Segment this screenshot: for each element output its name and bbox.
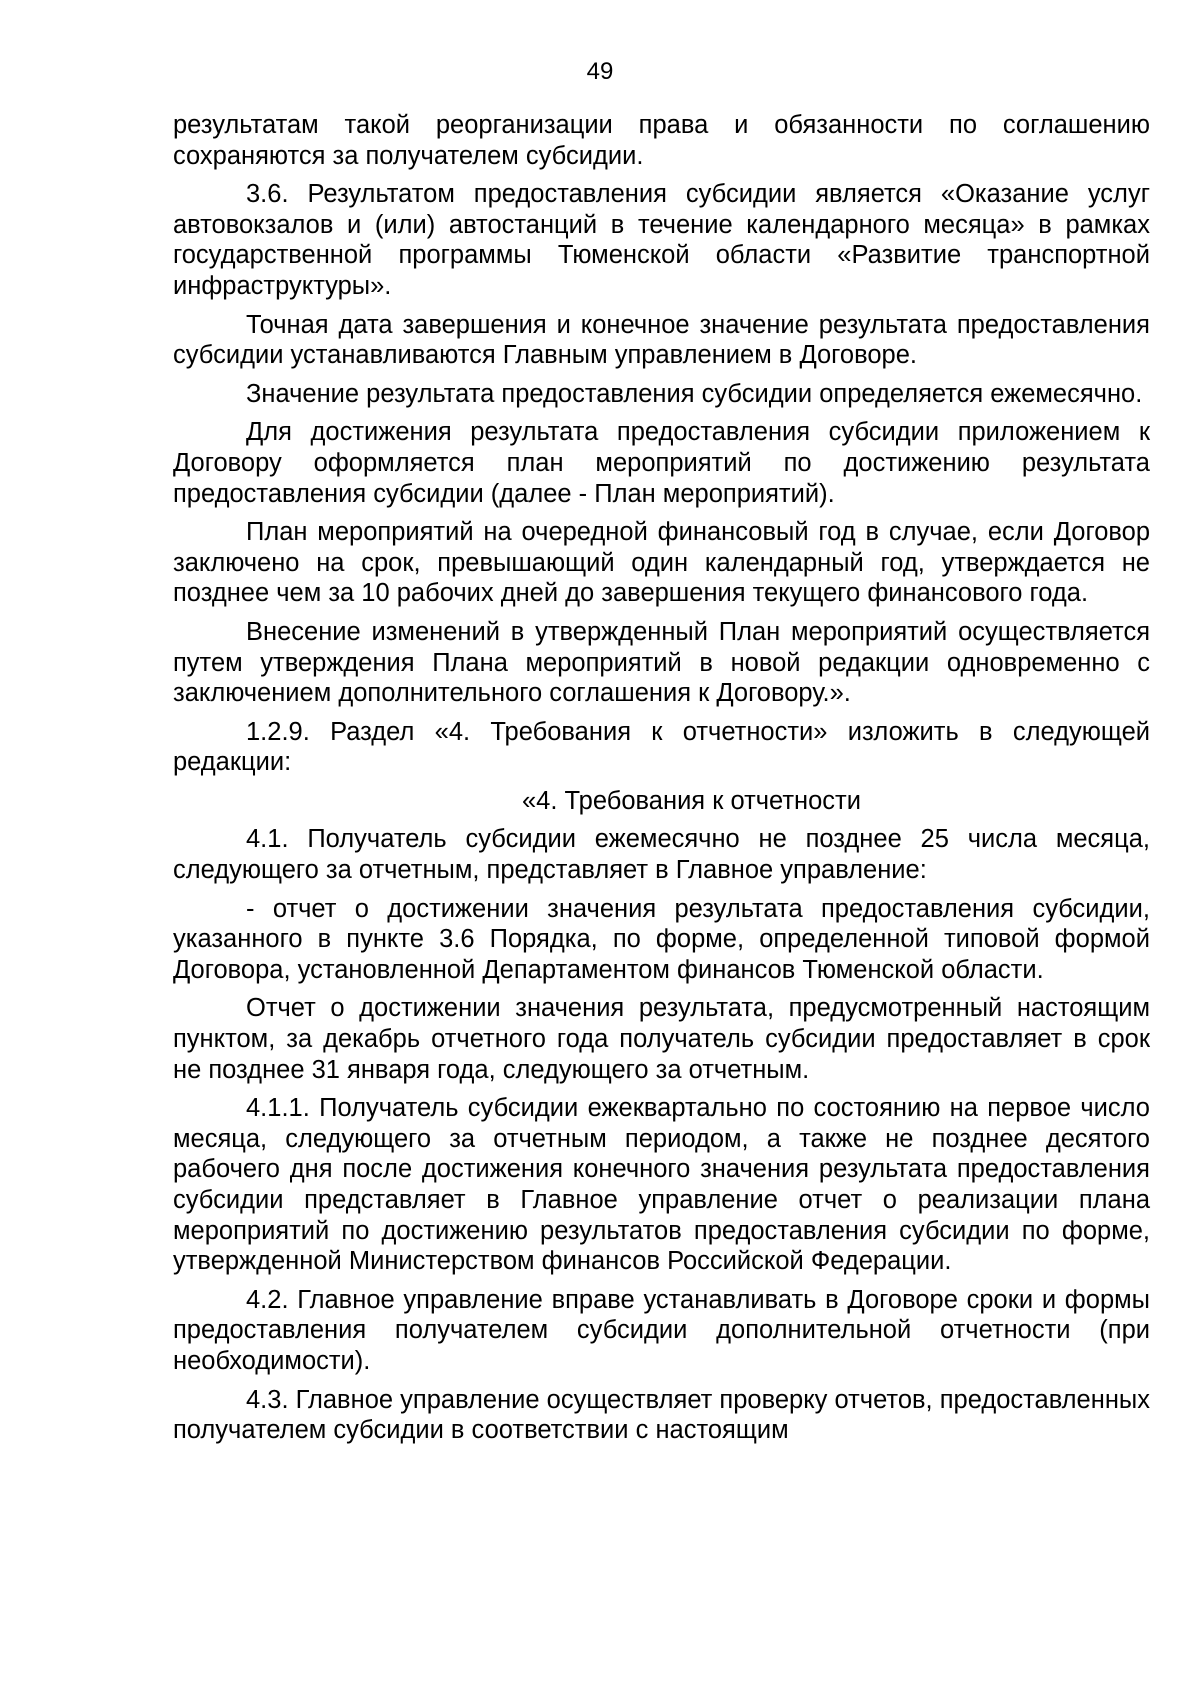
document-body: [173, 110, 1150, 1454]
paragraph-exact-date: Точная дата завершения и конечное значение результата предоставления субсидии устанавливаются Главным управлением в Договоре.: [173, 310, 1150, 370]
paragraph-4-1: 4.1. Получатель субсидии ежемесячно не позднее 25 числа месяца, следующего за отчетным, представляет в Главное управление:: [173, 825, 1150, 885]
section-heading-reporting: «4. Требования к отчетности: [522, 786, 861, 815]
paragraph-4-1-1: 4.1.1. Получатель субсидии ежеквартально по состоянию на первое число месяца, следующего за отчетным периодом, а также не позднее десятого рабочего дня после достижения конечного значения результата предоставления субсидии представляет в Главное управление отчет о реализации плана мероприятий по достижению результатов предоставления субсидии по форме, утвержденной Министерством финансов Российской Федерации.: [173, 1094, 1150, 1276]
paragraph-plan-changes: Внесение изменений в утвержденный План мероприятий осуществляется путем утверждения Плана мероприятий в новой редакции одновременно с заключением дополнительного соглашения к Договору.».: [173, 617, 1150, 708]
paragraph-3-6-result: 3.6. Результатом предоставления субсидии является «Оказание услуг автовокзалов и (или) автостанций в течение календарного месяца» в рамках государственной программы Тюменской области «Развитие транспортной инфраструктуры».: [173, 180, 1150, 300]
paragraph-result-value: Значение результата предоставления субсидии определяется ежемесячно.: [246, 379, 1143, 408]
paragraph-plan-next-year: План мероприятий на очередной финансовый год в случае, если Договор заключено на срок, превышающий один календарный год, утверждается не позднее чем за 10 рабочих дней до завершения текущего финансового года.: [173, 518, 1150, 608]
paragraph-4-3: 4.3. Главное управление осуществляет проверку отчетов, предоставленных получателем субсидии в соответствии с настоящим: [173, 1385, 1150, 1445]
paragraph-reorganization-continuation: результатам такой реорганизации права и обязанности по соглашению сохраняются за получателем субсидии.: [173, 111, 1150, 170]
paragraph-1-2-9: 1.2.9. Раздел «4. Требования к отчетности» изложить в следующей редакции:: [173, 717, 1150, 777]
paragraph-report-item: - отчет о достижении значения результата предоставления субсидии, указанного в пункте 3.6 Порядка, по форме, определенной типовой формой Договора, установленной Департаментом финансов Тюменской области.: [173, 894, 1150, 984]
paragraph-4-2: 4.2. Главное управление вправе устанавливать в Договоре сроки и формы предоставления получателем субсидии дополнительной отчетности (при необходимости).: [173, 1285, 1150, 1375]
page-number: 49: [586, 58, 614, 85]
paragraph-december-report: Отчет о достижении значения результата, предусмотренный настоящим пунктом, за декабрь отчетного года получатель субсидии предоставляет в срок не позднее 31 января года, следующего за отчетным.: [173, 994, 1150, 1084]
paragraph-action-plan: Для достижения результата предоставления субсидии приложением к Договору оформляется план мероприятий по достижению результата предоставления субсидии (далее - План мероприятий).: [173, 418, 1150, 508]
